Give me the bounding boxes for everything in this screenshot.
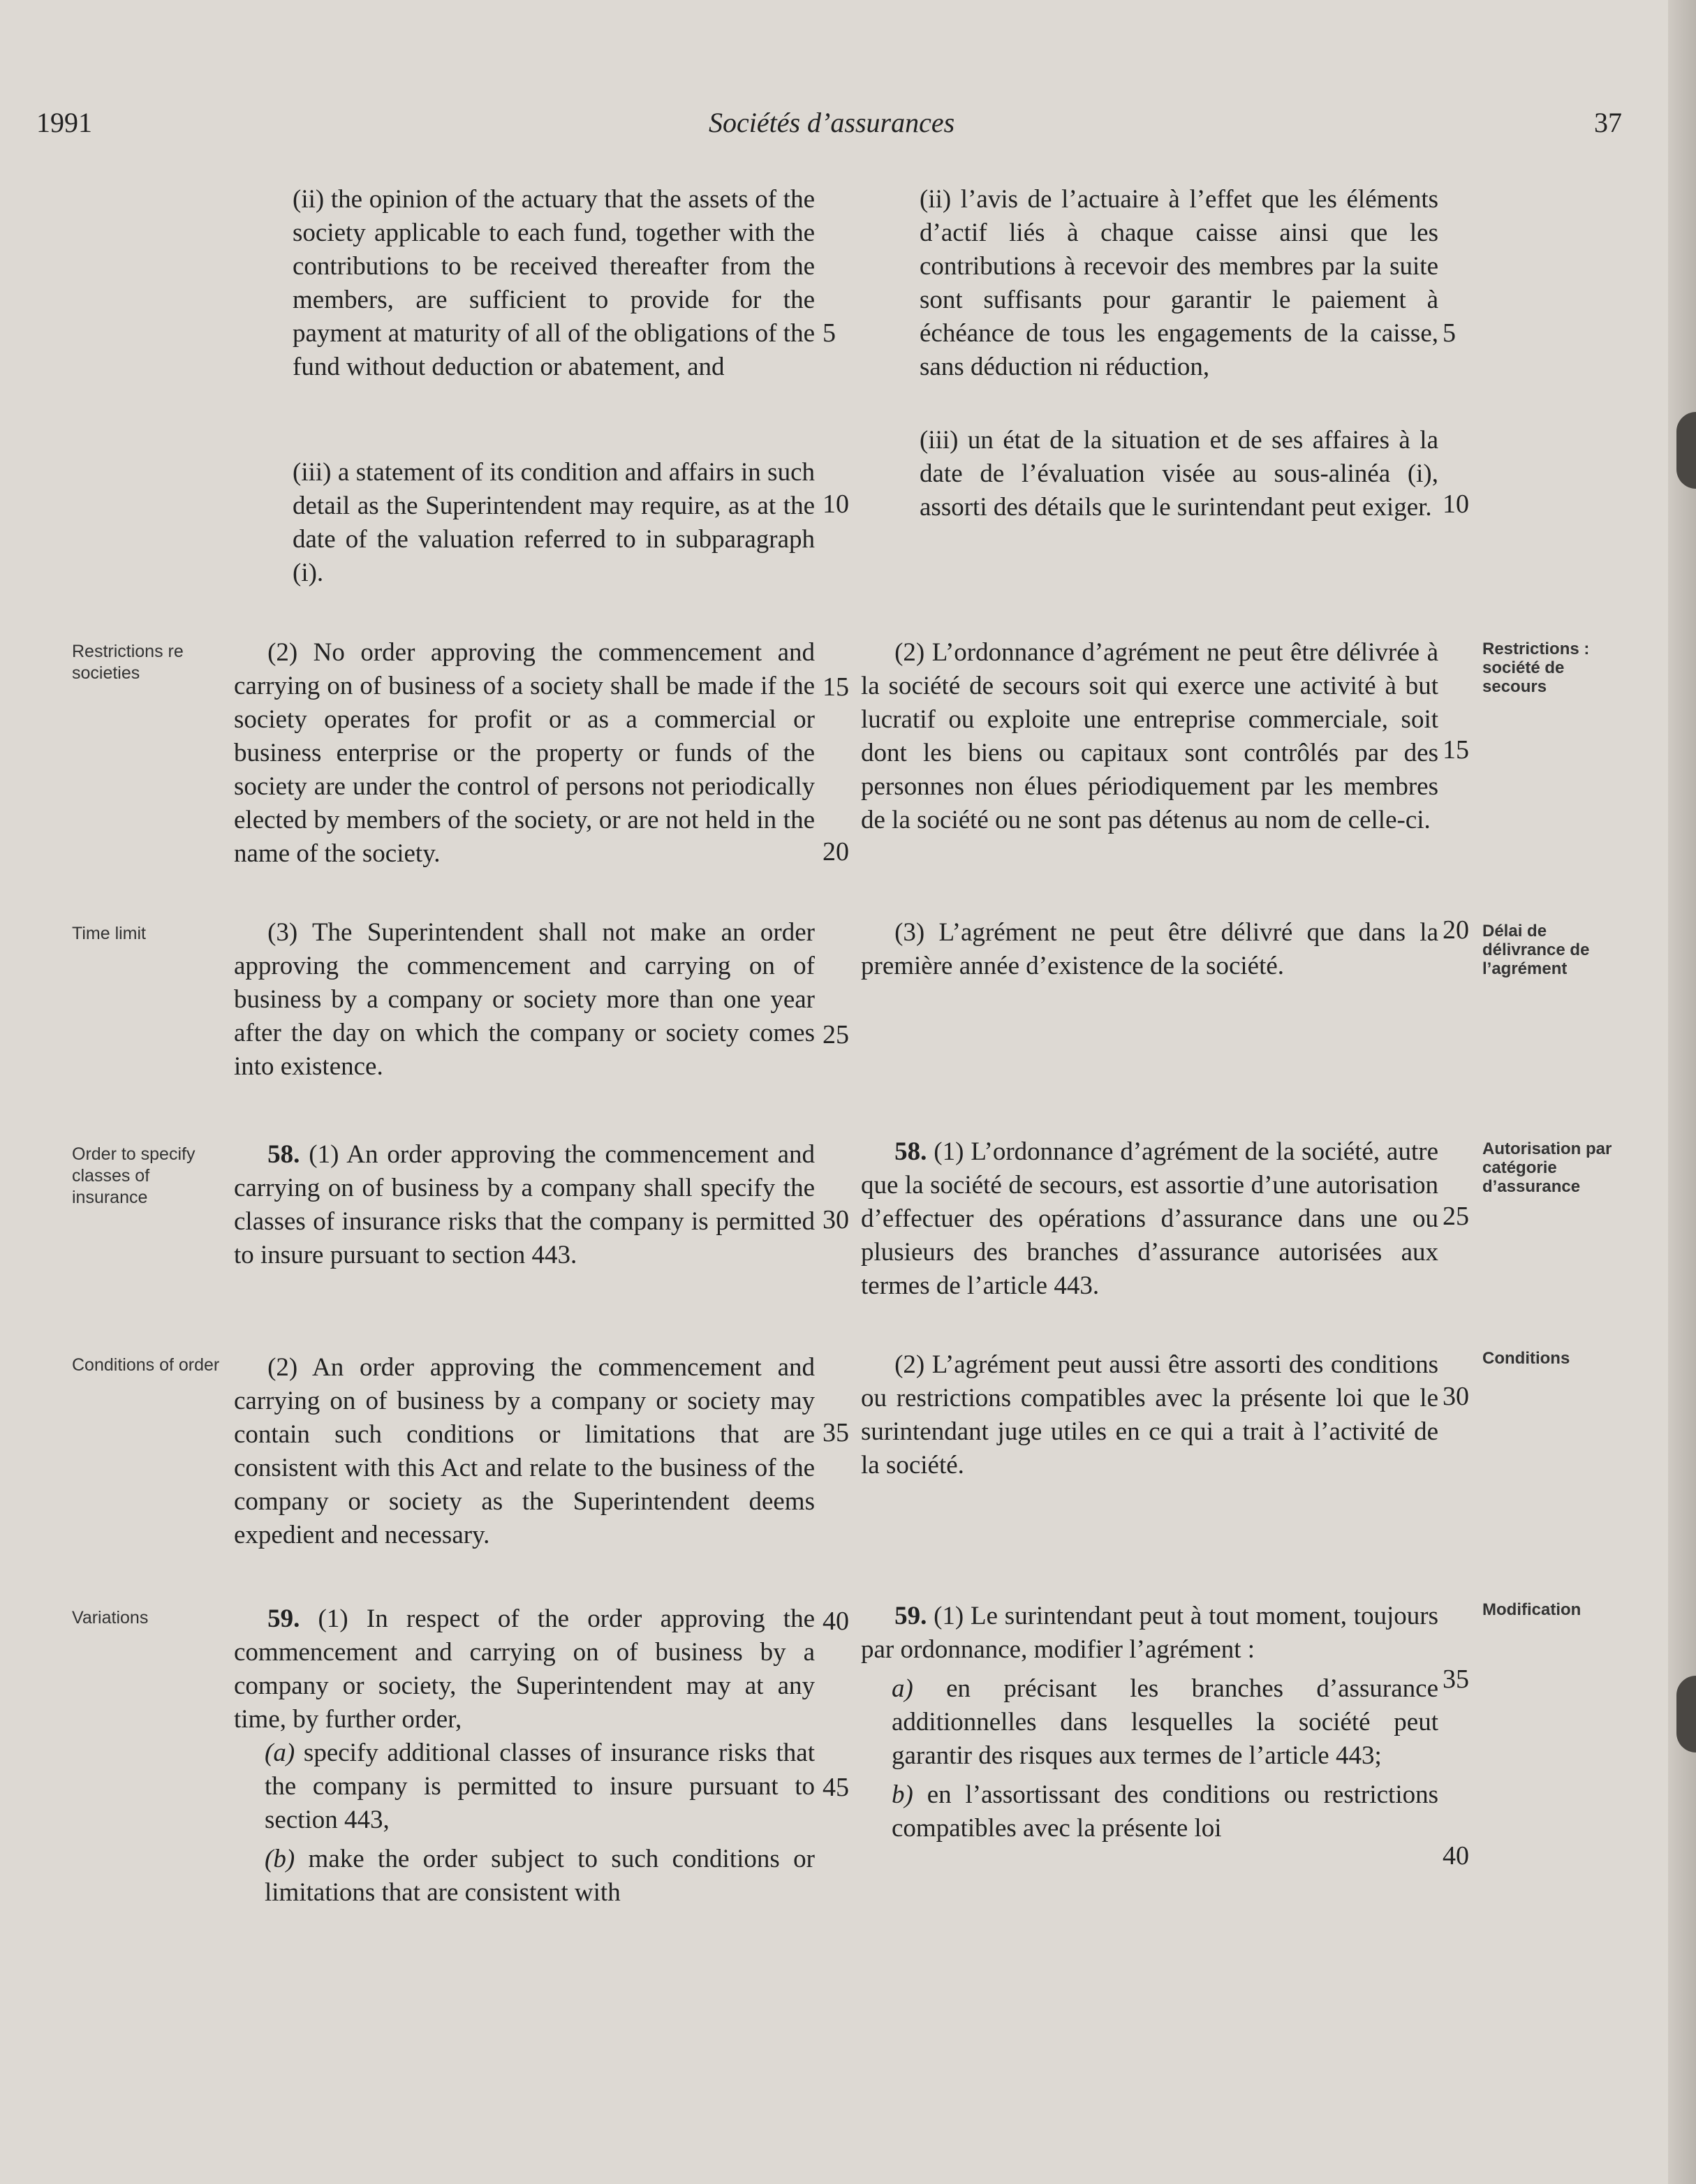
margin-note-autorisation: Autorisation par catégorie d’assurance <box>1482 1139 1612 1196</box>
line-number: 10 <box>1443 489 1469 519</box>
margin-note-order-to-specify: Order to specify classes of insurance <box>72 1144 196 1207</box>
line-number: 35 <box>1443 1665 1469 1694</box>
fr-section-58-number: 58. <box>894 1137 927 1166</box>
en-section-57-3: (3) The Superintendent shall not make an order approving the commencement and carrying on of business by a company or society more than one year after the day on which the company or society comes into existence. <box>234 918 815 1081</box>
line-number: 20 <box>823 837 849 866</box>
en-item-a-label: (a) <box>265 1739 295 1767</box>
en-section-58-1: 58. (1) An order approving the commencement and carrying on of business by a company shall specify the classes of insurance risks that the company is permitted to insure pursuant to section 443. <box>234 1140 816 1269</box>
en-section-58-2: (2) An order approving the commencement and carrying on of business by a company or society may contain such conditions or limitations that are consistent with this Act and relate to the business of the company or society as the Superintendent deems expedient and necessary. <box>234 1353 815 1549</box>
margin-note-delai: Délai de délivrance de l’agrément <box>1482 922 1590 978</box>
header-title: Sociétés d’assurances <box>709 107 955 138</box>
binder-ring-top <box>1676 412 1696 489</box>
margin-note-modification: Modification <box>1482 1600 1581 1619</box>
line-number: 25 <box>1443 1202 1469 1231</box>
line-number: 30 <box>823 1205 849 1234</box>
line-number: 30 <box>1443 1382 1469 1411</box>
en-section-59-number: 59. <box>267 1604 300 1633</box>
line-number: 25 <box>823 1020 849 1049</box>
line-number: 15 <box>823 672 849 702</box>
margin-note-time-limit: Time limit <box>72 924 147 943</box>
line-number: 5 <box>823 318 836 348</box>
fr-section-59-1: 59. (1) Le surintendant peut à tout moment, toujours par ordonnance, modifier l’agrément : a) en précisant les branches d’assurance additionnelles dans lesquelles la société peut garantir des risques aux termes de l’article 443; b) en l’assortissant des conditions ou restrictions compatibles avec la présente loi <box>861 1602 1439 1843</box>
page-edge <box>1668 0 1696 2184</box>
en-section-59-1: 59. (1) In respect of the order approving the commencement and carrying on of business by a company or society, the Superintendent may at any time, by further order, (a) specify additional classes of insurance risks that the company is permitted to insure pursuant to section 443, (b) make the order subject to such conditions or limitations that are consistent with <box>234 1604 816 1907</box>
fr-section-59-number: 59. <box>894 1602 927 1630</box>
line-number: 5 <box>1443 318 1456 348</box>
fr-subparagraph-ii: (ii) l’avis de l’actuaire à l’effet que les éléments d’actif liés à chaque caisse ainsi que les contributions à recevoir des membres par la suite sont suffisants pour garantir le paiement à échéance de tous les engagements de la caisse, sans déduction ni réduction, <box>920 185 1438 381</box>
line-number: 20 <box>1443 915 1469 945</box>
en-section-58-number: 58. <box>267 1140 300 1169</box>
en-item-b-label: (b) <box>265 1845 295 1873</box>
line-number: 10 <box>823 489 849 519</box>
line-number: 40 <box>1443 1841 1469 1871</box>
binder-ring-bottom <box>1676 1676 1696 1753</box>
line-number: 15 <box>1443 735 1469 765</box>
fr-section-58-1: 58. (1) L’ordonnance d’agrément de la société, autre que la société de secours, est assortie d’une autorisation d’effectuer des opérations d’assurance dans une ou plusieurs des branches d’assurance autorisées aux termes de l’article 443. <box>861 1137 1439 1300</box>
margin-note-variations: Variations <box>72 1608 149 1628</box>
margin-note-conditions-of-order: Conditions of order <box>72 1355 220 1375</box>
fr-subparagraph-iii: (iii) un état de la situation et de ses affaires à la date de l’évaluation visée au sous-alinéa (i), assorti des détails que le surintendant peut exiger. <box>920 426 1438 522</box>
en-subparagraph-iii: (iii) a statement of its condition and affairs in such detail as the Superintendent may require, as at the date of the valuation referred to in subparagraph (i). <box>293 458 815 587</box>
fr-section-58-2: (2) L’agrément peut aussi être assorti des conditions ou restrictions compatibles avec la présente loi que le surintendant juge utiles en ce qui a trait à l’activité de la société. <box>861 1350 1438 1480</box>
fr-item-b-label: b) <box>892 1780 913 1809</box>
line-number: 40 <box>823 1607 849 1636</box>
en-section-57-2: (2) No order approving the commencement and carrying on of business of a society shall be made if the society operates for profit or as a commercial or business enterprise or the property or funds of the society are under the control of persons not periodically elected by members of the society, or are not held in the name of the society. <box>234 638 815 868</box>
en-subparagraph-ii: (ii) the opinion of the actuary that the assets of the society applicable to each fund, together with the contributions to be received thereafter from the members, are sufficient to provide for the payment at maturity of all of the obligations of the fund without deduction or abatement, and <box>293 185 815 381</box>
margin-note-restrictions-societe: Restrictions : société de secours <box>1482 640 1590 696</box>
fr-section-57-3: (3) L’agrément ne peut être délivré que dans la première année d’existence de la société. <box>861 918 1438 980</box>
fr-section-57-2: (2) L’ordonnance d’agrément ne peut être délivrée à la société de secours soit qui exerce une activité à but lucratif ou exploite une entreprise commerciale, soit dont les biens ou capitaux sont contrôlés par des personnes non élues périodiquement par les membres de la société ou ne sont pas détenus au nom de celle-ci. <box>861 638 1438 834</box>
margin-note-conditions: Conditions <box>1482 1349 1570 1368</box>
fr-item-a-label: a) <box>892 1674 913 1703</box>
line-number: 45 <box>823 1773 849 1802</box>
margin-note-restrictions-re-societies: Restrictions re societies <box>72 642 184 683</box>
header-year: 1991 <box>36 107 92 138</box>
line-number: 35 <box>823 1418 849 1447</box>
page-number: 37 <box>1594 107 1622 138</box>
